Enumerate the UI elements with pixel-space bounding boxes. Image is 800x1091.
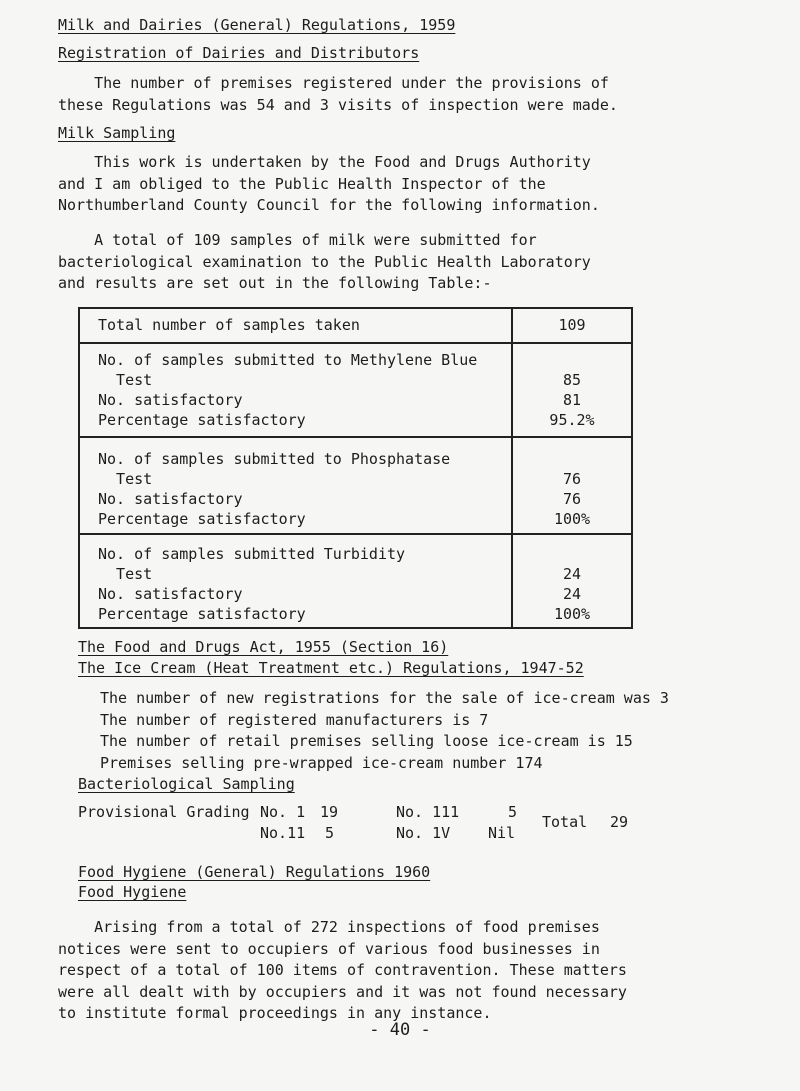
paragraph-registration (58, 73, 778, 116)
text-line: Premises selling pre-wrapped ice-cream number 174 (100, 753, 543, 772)
phosphatase-satisfactory-value: 76 (562, 490, 582, 508)
turbidity-percentage-value: 100% (553, 605, 591, 623)
grade-2-value: 5 (325, 824, 335, 842)
heading-milk-regulations: Milk and Dairies (General) Regulations, 1959 (58, 16, 456, 34)
heading-ice-cream-regulations: The Ice Cream (Heat Treatment etc.) Regulations, 1947-52 (78, 659, 584, 677)
turbidity-percentage-label: Percentage satisfactory (98, 605, 306, 623)
text-line: were all dealt with by occupiers and it was not found necessary (58, 982, 627, 1001)
text-line: This work is undertaken by the Food and Drugs Authority (58, 153, 591, 171)
turbidity-label: No. of samples submitted Turbidity (98, 545, 406, 563)
page-number: - 40 - (369, 1020, 431, 1040)
total-samples-value: 109 (558, 316, 586, 334)
grading-label: Provisional Grading (78, 803, 250, 821)
turbidity-test-label: Test (98, 565, 153, 583)
grade-2-label: No.11 (260, 824, 306, 842)
text-line: The number of premises registered under the provisions of (58, 74, 609, 92)
phosphatase-label: No. of samples submitted to Phosphatase (98, 450, 451, 468)
grade-3-value: 5 (508, 803, 518, 821)
table-row-divider (78, 436, 633, 438)
paragraph-food-hygiene (58, 917, 778, 1025)
heading-food-hygiene-regulations: Food Hygiene (General) Regulations 1960 (78, 863, 431, 881)
paragraph-sampling-2 (58, 230, 778, 295)
grade-3-label: No. 111 (396, 803, 460, 821)
methylene-satisfactory-label: No. satisfactory (98, 391, 243, 409)
text-line: Northumberland County Council for the following information. (58, 196, 600, 214)
methylene-test-label: Test (98, 371, 153, 389)
text-line: and results are set out in the following Table:- (58, 274, 492, 292)
grading-total-value: 29 (610, 813, 629, 831)
methylene-percentage-value: 95.2% (549, 411, 595, 429)
table-row-divider (78, 342, 633, 344)
text-line: A total of 109 samples of milk were submitted for (58, 231, 537, 249)
heading-registration: Registration of Dairies and Distributors (58, 44, 420, 62)
text-line: bacteriological examination to the Public Health Laboratory (58, 252, 591, 271)
milk-sampling-table (78, 307, 633, 629)
paragraph-ice-cream (100, 688, 800, 774)
text-line: and I am obliged to the Public Health Inspector of the (58, 174, 546, 193)
table-border-left (78, 307, 80, 629)
phosphatase-satisfactory-label: No. satisfactory (98, 490, 243, 508)
grade-1-value: 19 (320, 803, 339, 821)
text-line: The number of retail premises selling loose ice-cream is 15 (100, 732, 633, 750)
turbidity-satisfactory-label: No. satisfactory (98, 585, 243, 603)
methylene-test-value: 85 (562, 371, 582, 389)
phosphatase-test-label: Test (98, 470, 153, 488)
text-line: respect of a total of 100 items of contravention. These matters (58, 961, 627, 979)
grade-4-value: Nil (488, 824, 516, 842)
heading-food-hygiene: Food Hygiene (78, 883, 187, 901)
paragraph-sampling-1 (58, 152, 778, 217)
heading-milk-sampling: Milk Sampling (58, 124, 176, 142)
text-line: these Regulations was 54 and 3 visits of inspection were made. (58, 95, 618, 114)
methylene-label: No. of samples submitted to Methylene Blue (98, 351, 478, 369)
phosphatase-test-value: 76 (562, 470, 582, 488)
text-line: The number of registered manufacturers is 7 (100, 710, 489, 729)
table-row-divider (78, 533, 633, 535)
total-samples-label: Total number of samples taken (98, 316, 360, 334)
grade-4-label: No. 1V (396, 824, 451, 842)
heading-food-drugs-act: The Food and Drugs Act, 1955 (Section 16) (78, 638, 449, 656)
text-line: to institute formal proceedings in any instance. (58, 1004, 492, 1022)
methylene-satisfactory-value: 81 (562, 391, 582, 409)
table-border-bottom (78, 627, 633, 629)
turbidity-test-value: 24 (562, 565, 582, 583)
grading-total-label: Total (542, 813, 588, 831)
grade-1-label: No. 1 (260, 803, 306, 821)
text-line: notices were sent to occupiers of various food businesses in (58, 939, 600, 958)
turbidity-satisfactory-value: 24 (562, 585, 582, 603)
heading-bacteriological-sampling: Bacteriological Sampling (78, 775, 295, 793)
phosphatase-percentage-value: 100% (553, 510, 591, 528)
phosphatase-percentage-label: Percentage satisfactory (98, 510, 306, 528)
text-line: Arising from a total of 272 inspections of food premises (58, 918, 600, 936)
methylene-percentage-label: Percentage satisfactory (98, 411, 306, 429)
text-line: The number of new registrations for the sale of ice-cream was 3 (100, 689, 669, 707)
table-border-top (78, 307, 633, 309)
